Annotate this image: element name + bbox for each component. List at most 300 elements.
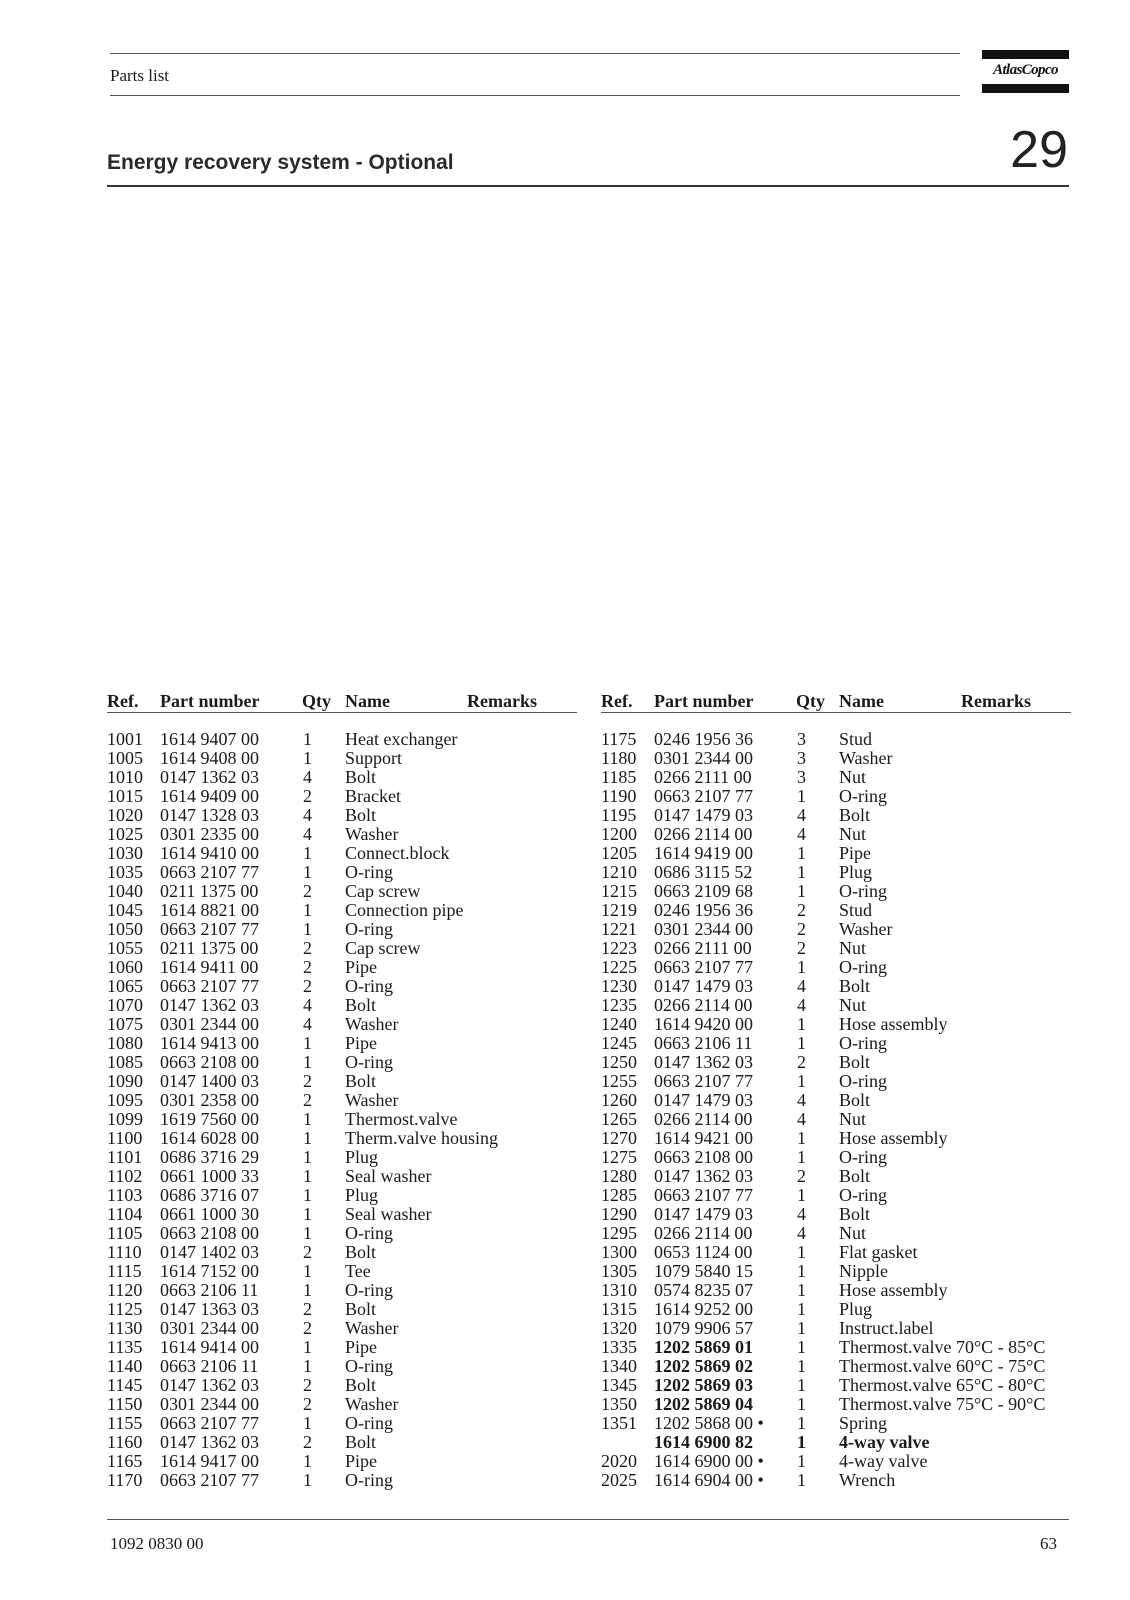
row-qty: 1 xyxy=(797,1128,806,1148)
row-qty: 1 xyxy=(797,1242,806,1262)
row-part-number: 1614 9411 00 xyxy=(160,957,259,977)
row-qty: 1 xyxy=(797,1451,806,1471)
row-qty: 1 xyxy=(797,1337,806,1357)
row-part-number: 0147 1479 03 xyxy=(654,976,753,996)
table-row xyxy=(107,844,577,863)
row-name: Hose assembly xyxy=(839,1280,948,1300)
row-qty: 2 xyxy=(797,900,806,920)
row-qty: 1 xyxy=(797,1299,806,1319)
row-ref: 1285 xyxy=(601,1185,637,1205)
row-ref: 1075 xyxy=(107,1014,143,1034)
table-row xyxy=(601,825,1071,844)
row-ref: 1315 xyxy=(601,1299,637,1319)
row-ref: 1190 xyxy=(601,786,637,806)
table-row xyxy=(107,825,577,844)
row-ref: 1080 xyxy=(107,1033,143,1053)
row-ref: 1099 xyxy=(107,1109,143,1129)
row-ref: 1255 xyxy=(601,1071,637,1091)
col-qty: Qty xyxy=(302,691,331,711)
row-part-number: 0266 2111 00 xyxy=(654,767,752,787)
row-ref: 1290 xyxy=(601,1204,637,1224)
row-qty: 1 xyxy=(303,1261,312,1281)
row-qty: 1 xyxy=(797,1280,806,1300)
table-row xyxy=(601,1091,1071,1110)
page-number: 63 xyxy=(1040,1534,1057,1553)
table-row xyxy=(107,1243,577,1262)
row-part-number: 0266 2114 00 xyxy=(654,1109,753,1129)
col-ref: Ref. xyxy=(601,691,633,711)
row-qty: 1 xyxy=(797,1147,806,1167)
row-qty: 2 xyxy=(303,786,312,806)
table-row xyxy=(601,1243,1071,1262)
document-number: 1092 0830 00 xyxy=(110,1534,204,1553)
row-name: O-ring xyxy=(839,1185,887,1205)
section-title: Energy recovery system - Optional xyxy=(107,151,454,174)
row-name: Bolt xyxy=(839,1204,871,1224)
row-name: Seal washer xyxy=(345,1166,432,1186)
row-ref: 1155 xyxy=(107,1413,143,1433)
row-ref: 1105 xyxy=(107,1223,143,1243)
row-qty: 1 xyxy=(303,1280,312,1300)
parts-table-left xyxy=(107,690,577,1490)
row-name: 4-way valve xyxy=(839,1432,930,1452)
row-qty: 4 xyxy=(303,824,312,844)
logo-top-bar xyxy=(982,50,1069,59)
table-row xyxy=(601,1224,1071,1243)
row-ref: 1150 xyxy=(107,1394,143,1414)
row-part-number: 0147 1479 03 xyxy=(654,1090,753,1110)
row-qty: 4 xyxy=(303,1014,312,1034)
table-row xyxy=(107,996,577,1015)
row-qty: 1 xyxy=(303,1128,312,1148)
row-ref: 1295 xyxy=(601,1223,637,1243)
table-row xyxy=(107,1281,577,1300)
row-part-number: 0663 2107 77 xyxy=(160,976,259,996)
col-remarks: Remarks xyxy=(961,691,1031,711)
table-row xyxy=(601,787,1071,806)
row-part-number: 0661 1000 33 xyxy=(160,1166,259,1186)
row-ref: 1104 xyxy=(107,1204,143,1224)
table-row xyxy=(601,901,1071,920)
row-ref: 1175 xyxy=(601,729,637,749)
row-part-number: 1614 9419 00 xyxy=(654,843,753,863)
row-name: Hose assembly xyxy=(839,1014,948,1034)
row-part-number: 0266 2114 00 xyxy=(654,824,753,844)
row-part-number: 0147 1362 03 xyxy=(160,1375,259,1395)
row-ref: 1240 xyxy=(601,1014,637,1034)
row-qty: 1 xyxy=(303,1356,312,1376)
row-name: Thermost.valve 65°C - 80°C xyxy=(839,1375,1046,1395)
row-qty: 1 xyxy=(303,1166,312,1186)
logo-bottom-bar xyxy=(982,84,1069,93)
table-row xyxy=(107,863,577,882)
table-row xyxy=(107,901,577,920)
row-part-number: 1202 5869 04 xyxy=(654,1394,753,1414)
row-ref: 1210 xyxy=(601,862,637,882)
row-part-number: 0246 1956 36 xyxy=(654,729,753,749)
row-name: O-ring xyxy=(345,1413,393,1433)
row-qty: 1 xyxy=(797,862,806,882)
row-name: O-ring xyxy=(345,919,393,939)
row-qty: 4 xyxy=(797,1109,806,1129)
table-row xyxy=(107,1395,577,1414)
row-ref: 1103 xyxy=(107,1185,143,1205)
row-qty: 2 xyxy=(303,1299,312,1319)
table-row xyxy=(107,730,577,749)
row-part-number: 0301 2358 00 xyxy=(160,1090,259,1110)
row-name: O-ring xyxy=(345,1223,393,1243)
table-row xyxy=(601,1300,1071,1319)
row-name: O-ring xyxy=(839,957,887,977)
row-ref: 1095 xyxy=(107,1090,143,1110)
col-remarks: Remarks xyxy=(467,691,537,711)
row-qty: 2 xyxy=(797,1052,806,1072)
row-part-number: 0663 2108 00 xyxy=(160,1052,259,1072)
row-qty: 1 xyxy=(797,1413,806,1433)
row-qty: 2 xyxy=(797,938,806,958)
row-name: Stud xyxy=(839,729,873,749)
row-name: O-ring xyxy=(345,976,393,996)
row-qty: 1 xyxy=(797,1261,806,1281)
col-part-number: Part number xyxy=(160,691,260,711)
row-ref: 1001 xyxy=(107,729,143,749)
table-row xyxy=(601,730,1071,749)
table-row xyxy=(601,996,1071,1015)
row-part-number: 0663 2106 11 xyxy=(160,1280,259,1300)
row-name: Thermost.valve xyxy=(345,1109,458,1129)
row-name: Nut xyxy=(839,995,866,1015)
table-row xyxy=(107,1319,577,1338)
row-qty: 1 xyxy=(797,1432,806,1452)
row-name: Connect.block xyxy=(345,843,450,863)
header-top-rule xyxy=(110,53,960,54)
row-qty: 1 xyxy=(797,957,806,977)
row-qty: 1 xyxy=(303,1185,312,1205)
row-part-number: 1202 5869 03 xyxy=(654,1375,753,1395)
row-ref: 1140 xyxy=(107,1356,143,1376)
row-part-number: 0663 2108 00 xyxy=(160,1223,259,1243)
row-name: Spring xyxy=(839,1413,888,1433)
table-row xyxy=(601,1414,1071,1433)
col-name: Name xyxy=(839,691,884,711)
table-row xyxy=(601,806,1071,825)
row-name: Bolt xyxy=(839,976,871,996)
table-row xyxy=(107,1376,577,1395)
row-name: Pipe xyxy=(345,1033,378,1053)
row-qty: 1 xyxy=(797,1356,806,1376)
parts-table-right xyxy=(601,690,1071,1490)
row-name: O-ring xyxy=(345,1470,393,1490)
table-row xyxy=(107,1148,577,1167)
row-ref: 1130 xyxy=(107,1318,143,1338)
row-name: Plug xyxy=(345,1185,379,1205)
row-name: Thermost.valve 70°C - 85°C xyxy=(839,1337,1046,1357)
row-qty: 2 xyxy=(303,976,312,996)
table-row xyxy=(107,787,577,806)
row-ref: 1020 xyxy=(107,805,143,825)
row-name: Pipe xyxy=(345,1451,378,1471)
row-name: Thermost.valve 60°C - 75°C xyxy=(839,1356,1046,1376)
row-ref: 1235 xyxy=(601,995,637,1015)
row-ref: 1350 xyxy=(601,1394,637,1414)
row-ref: 1335 xyxy=(601,1337,637,1357)
table-row xyxy=(107,806,577,825)
row-part-number: 1614 9413 00 xyxy=(160,1033,259,1053)
row-qty: 4 xyxy=(303,995,312,1015)
row-qty: 1 xyxy=(303,1052,312,1072)
row-ref: 1145 xyxy=(107,1375,143,1395)
row-part-number: 1614 9410 00 xyxy=(160,843,259,863)
row-qty: 2 xyxy=(303,1071,312,1091)
row-name: Flat gasket xyxy=(839,1242,918,1262)
table-row xyxy=(107,749,577,768)
row-name: Support xyxy=(345,748,403,768)
row-ref: 1065 xyxy=(107,976,143,996)
row-name: Nut xyxy=(839,1223,866,1243)
row-name: O-ring xyxy=(345,1052,393,1072)
row-qty: 1 xyxy=(797,1394,806,1414)
table-row xyxy=(601,1167,1071,1186)
row-qty: 1 xyxy=(303,1413,312,1433)
table-row xyxy=(107,939,577,958)
row-part-number: 1614 7152 00 xyxy=(160,1261,259,1281)
row-part-number: 0661 1000 30 xyxy=(160,1204,259,1224)
row-part-number: 0301 2335 00 xyxy=(160,824,259,844)
table-row xyxy=(107,920,577,939)
row-qty: 2 xyxy=(303,1394,312,1414)
table-row xyxy=(601,1452,1071,1471)
row-part-number: 0301 2344 00 xyxy=(160,1014,259,1034)
row-qty: 2 xyxy=(303,1318,312,1338)
row-qty: 2 xyxy=(797,1166,806,1186)
table-row xyxy=(107,1300,577,1319)
row-part-number: 1614 9409 00 xyxy=(160,786,259,806)
row-qty: 1 xyxy=(303,1451,312,1471)
table-row xyxy=(107,1224,577,1243)
row-name: Bolt xyxy=(345,1432,377,1452)
row-ref: 1310 xyxy=(601,1280,637,1300)
row-ref: 1102 xyxy=(107,1166,143,1186)
row-ref: 1070 xyxy=(107,995,143,1015)
row-name: Washer xyxy=(345,1090,399,1110)
row-name: Instruct.label xyxy=(839,1318,934,1338)
row-name: Bolt xyxy=(839,1052,871,1072)
row-ref: 1050 xyxy=(107,919,143,939)
row-name: Bracket xyxy=(345,786,401,806)
row-qty: 4 xyxy=(797,1204,806,1224)
row-name: Seal washer xyxy=(345,1204,432,1224)
row-part-number: 0147 1362 03 xyxy=(160,1432,259,1452)
table-row xyxy=(601,939,1071,958)
row-qty: 3 xyxy=(797,729,806,749)
row-part-number: 0663 2109 68 xyxy=(654,881,753,901)
row-ref: 1320 xyxy=(601,1318,637,1338)
row-part-number: 0663 2107 77 xyxy=(160,862,259,882)
row-name: Cap screw xyxy=(345,938,421,958)
row-part-number: 0663 2106 11 xyxy=(654,1033,753,1053)
row-part-number: 0147 1479 03 xyxy=(654,1204,753,1224)
row-name: Nut xyxy=(839,1109,866,1129)
row-name: 4-way valve xyxy=(839,1451,928,1471)
row-name: Heat exchanger xyxy=(345,729,458,749)
row-name: Washer xyxy=(345,1394,399,1414)
table-header xyxy=(601,690,1071,712)
table-header xyxy=(107,690,577,712)
table-row xyxy=(107,1091,577,1110)
row-qty: 2 xyxy=(303,1090,312,1110)
row-qty: 4 xyxy=(797,1223,806,1243)
row-part-number: 1619 7560 00 xyxy=(160,1109,259,1129)
row-ref: 1180 xyxy=(601,748,637,768)
row-ref: 1010 xyxy=(107,767,143,787)
col-part-number: Part number xyxy=(654,691,754,711)
row-part-number: 0301 2344 00 xyxy=(654,748,753,768)
row-name: Bolt xyxy=(345,1071,377,1091)
row-ref: 1221 xyxy=(601,919,637,939)
row-name: Pipe xyxy=(345,957,378,977)
row-qty: 4 xyxy=(797,995,806,1015)
row-name: Bolt xyxy=(345,767,377,787)
row-part-number: 0246 1956 36 xyxy=(654,900,753,920)
table-row xyxy=(601,863,1071,882)
row-name: O-ring xyxy=(839,786,887,806)
row-qty: 1 xyxy=(797,1071,806,1091)
table-body-right xyxy=(601,730,1071,1490)
logo-wordmark: AtlasCopco xyxy=(993,62,1058,78)
row-ref: 1035 xyxy=(107,862,143,882)
row-part-number: 1614 8821 00 xyxy=(160,900,259,920)
table-row xyxy=(107,1034,577,1053)
row-qty: 1 xyxy=(797,1318,806,1338)
row-qty: 1 xyxy=(303,1337,312,1357)
row-qty: 4 xyxy=(797,805,806,825)
row-ref: 1040 xyxy=(107,881,143,901)
row-qty: 4 xyxy=(797,1090,806,1110)
row-part-number: 0663 2107 77 xyxy=(654,1185,753,1205)
row-name: Plug xyxy=(839,1299,873,1319)
row-part-number: 0663 2106 11 xyxy=(160,1356,259,1376)
table-row xyxy=(601,1281,1071,1300)
atlas-copco-logo xyxy=(982,50,1069,93)
row-qty: 2 xyxy=(303,1375,312,1395)
row-part-number: 0266 2114 00 xyxy=(654,995,753,1015)
row-qty: 2 xyxy=(303,881,312,901)
table-row xyxy=(601,1357,1071,1376)
row-name: Nut xyxy=(839,767,866,787)
header-label: Parts list xyxy=(110,66,170,85)
row-ref: 2025 xyxy=(601,1470,637,1490)
table-row xyxy=(601,1034,1071,1053)
table-row xyxy=(601,1433,1071,1452)
row-part-number: 1614 6900 00 • xyxy=(654,1451,764,1471)
row-part-number: 0147 1362 03 xyxy=(160,767,259,787)
row-ref: 1100 xyxy=(107,1128,143,1148)
row-ref: 1200 xyxy=(601,824,637,844)
table-body-left xyxy=(107,730,577,1490)
row-qty: 4 xyxy=(797,824,806,844)
row-part-number: 1202 5868 00 • xyxy=(654,1413,764,1433)
row-part-number: 1614 6028 00 xyxy=(160,1128,259,1148)
row-name: O-ring xyxy=(839,1147,887,1167)
row-part-number: 0663 2108 00 xyxy=(654,1147,753,1167)
table-row xyxy=(601,1053,1071,1072)
row-ref: 1045 xyxy=(107,900,143,920)
table-row xyxy=(107,1357,577,1376)
row-ref: 1030 xyxy=(107,843,143,863)
row-part-number: 0301 2344 00 xyxy=(654,919,753,939)
table-row xyxy=(107,1015,577,1034)
table-row xyxy=(107,958,577,977)
row-name: Bolt xyxy=(839,1090,871,1110)
table-row xyxy=(107,1452,577,1471)
row-qty: 2 xyxy=(303,1242,312,1262)
row-qty: 1 xyxy=(303,1223,312,1243)
table-row xyxy=(107,1186,577,1205)
row-ref: 1219 xyxy=(601,900,637,920)
row-ref: 1195 xyxy=(601,805,637,825)
row-part-number: 0266 2111 00 xyxy=(654,938,752,958)
row-name: O-ring xyxy=(839,881,887,901)
row-name: Bolt xyxy=(345,1242,377,1262)
table-row xyxy=(601,1186,1071,1205)
table-row xyxy=(601,1338,1071,1357)
section-title-rule xyxy=(107,185,1069,187)
row-name: O-ring xyxy=(839,1071,887,1091)
row-name: Hose assembly xyxy=(839,1128,948,1148)
illustration-area xyxy=(107,200,1069,670)
row-part-number: 0653 1124 00 xyxy=(654,1242,753,1262)
table-row xyxy=(601,1376,1071,1395)
row-ref: 1340 xyxy=(601,1356,637,1376)
row-ref: 1351 xyxy=(601,1413,637,1433)
row-qty: 1 xyxy=(797,1470,806,1490)
row-part-number: 1614 9421 00 xyxy=(654,1128,753,1148)
row-part-number: 1614 9408 00 xyxy=(160,748,259,768)
row-qty: 1 xyxy=(303,862,312,882)
row-ref: 1245 xyxy=(601,1033,637,1053)
row-ref: 1120 xyxy=(107,1280,143,1300)
row-ref: 2020 xyxy=(601,1451,637,1471)
table-row xyxy=(107,1262,577,1281)
row-ref: 1205 xyxy=(601,843,637,863)
row-part-number: 1614 9414 00 xyxy=(160,1337,259,1357)
row-ref: 1223 xyxy=(601,938,637,958)
row-name: Stud xyxy=(839,900,873,920)
row-ref: 1280 xyxy=(601,1166,637,1186)
row-qty: 3 xyxy=(797,748,806,768)
row-name: Thermost.valve 75°C - 90°C xyxy=(839,1394,1046,1414)
row-ref: 1345 xyxy=(601,1375,637,1395)
row-part-number: 0663 2107 77 xyxy=(654,957,753,977)
row-name: Nut xyxy=(839,824,866,844)
row-ref: 1025 xyxy=(107,824,143,844)
row-qty: 1 xyxy=(797,786,806,806)
row-part-number: 1614 9417 00 xyxy=(160,1451,259,1471)
row-ref: 1265 xyxy=(601,1109,637,1129)
row-part-number: 1202 5869 02 xyxy=(654,1356,753,1376)
row-ref: 1165 xyxy=(107,1451,143,1471)
table-row xyxy=(601,1205,1071,1224)
table-row xyxy=(107,1072,577,1091)
row-qty: 1 xyxy=(797,1185,806,1205)
row-name: Pipe xyxy=(839,843,872,863)
row-name: Therm.valve housing xyxy=(345,1128,498,1148)
row-name: Nipple xyxy=(839,1261,888,1281)
table-header-rule xyxy=(601,712,1071,713)
row-ref: 1275 xyxy=(601,1147,637,1167)
row-ref: 1110 xyxy=(107,1242,142,1262)
table-row xyxy=(601,1395,1071,1414)
